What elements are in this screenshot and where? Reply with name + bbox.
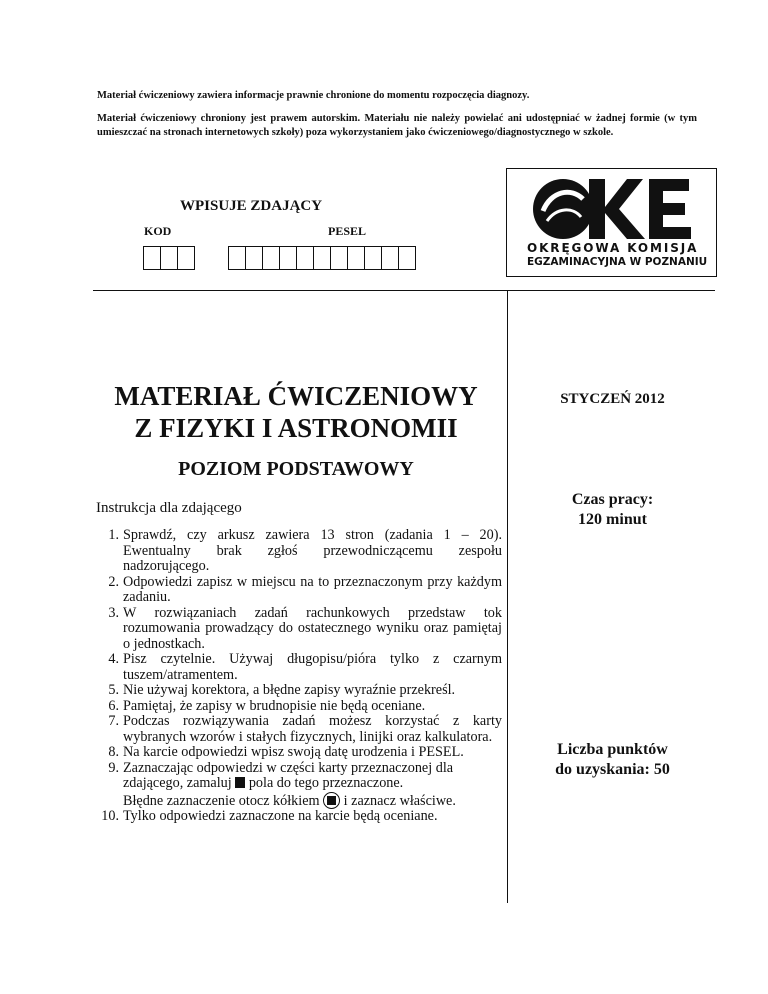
horizontal-divider bbox=[93, 290, 715, 291]
pesel-digit-box[interactable] bbox=[398, 246, 416, 270]
list-item: 4. Pisz czytelnie. Używaj długopisu/pióra tylko z czarnym tuszem/atramentem. bbox=[108, 651, 502, 683]
time-value: 120 minut bbox=[578, 511, 647, 528]
instructions-heading: Instrukcja dla zdającego bbox=[96, 500, 242, 516]
circled-square-icon bbox=[323, 792, 340, 809]
pesel-digit-box[interactable] bbox=[245, 246, 263, 270]
oke-logo bbox=[506, 168, 717, 277]
list-item: 7. Podczas rozwiązywania zadań możesz korzystać z karty wybranych wzorów i stałych fizycznych, linijki oraz kalkulatora. bbox=[108, 713, 502, 745]
pesel-boxes[interactable] bbox=[229, 246, 416, 270]
time-info bbox=[510, 490, 715, 530]
copyright-notice-2: Materiał ćwiczeniowy chroniony jest prawem autorskim. Materiału nie należy powielać ani udostępniać w żadnej formie (w tym umieszczać na stronach internetowych szkoły) poza wykorzystaniem jako ćwiczeniowego/diagnostycznego w szkole. bbox=[97, 113, 697, 138]
logo-line2: EGZAMINACYJNA W POZNANIU bbox=[527, 256, 708, 268]
kod-label: KOD bbox=[144, 224, 172, 238]
pesel-digit-box[interactable] bbox=[296, 246, 314, 270]
pesel-digit-box[interactable] bbox=[330, 246, 348, 270]
pesel-digit-box[interactable] bbox=[381, 246, 399, 270]
list-item: 5. Nie używaj korektora, a błędne zapisy wyraźnie przekreśl. bbox=[108, 682, 456, 698]
list-item: 10. Tylko odpowiedzi zaznaczone na karcie będą oceniane. bbox=[101, 808, 438, 824]
list-item: 1. Sprawdź, czy arkusz zawiera 13 stron (zadania 1 – 20). Ewentualny brak zgłoś przewodniczącemu zespołu nadzorującego. bbox=[108, 527, 502, 574]
list-item: 2. Odpowiedzi zapisz w miejscu na to przeznaczonym przy każdym zadaniu. bbox=[108, 573, 502, 605]
form-header: WPISUJE ZDAJĄCY bbox=[180, 198, 323, 214]
list-item: 8. Na karcie odpowiedzi wpisz swoją datę urodzenia i PESEL. bbox=[108, 744, 464, 760]
pesel-digit-box[interactable] bbox=[279, 246, 297, 270]
filled-square-icon bbox=[235, 777, 245, 788]
kod-digit-box[interactable] bbox=[160, 246, 178, 270]
points-value: do uzyskania: 50 bbox=[555, 761, 670, 778]
list-item: 3. W rozwiązaniach zadań rachunkowych przedstaw tok rozumowania prowadzący do ostatecznego wyniku oraz pamiętaj o jednostkach. bbox=[108, 604, 502, 652]
exam-date: STYCZEŃ 2012 bbox=[560, 391, 665, 407]
points-label: Liczba punktów bbox=[557, 741, 668, 758]
logo-line1: OKRĘGOWA KOMISJA bbox=[527, 241, 699, 255]
vertical-divider bbox=[507, 291, 508, 903]
pesel-digit-box[interactable] bbox=[228, 246, 246, 270]
pesel-digit-box[interactable] bbox=[262, 246, 280, 270]
list-item: 6. Pamiętaj, że zapisy w brudnopisie nie będą oceniane. bbox=[108, 697, 426, 714]
copyright-notice-1: Materiał ćwiczeniowy zawiera informacje prawnie chronione do momentu rozpoczęcia diagnozy. bbox=[97, 90, 530, 101]
level-title: POZIOM PODSTAWOWY bbox=[178, 458, 414, 480]
instructions-list bbox=[96, 528, 502, 825]
title-line2: Z FIZYKI I ASTRONOMII bbox=[134, 413, 458, 443]
time-label: Czas pracy: bbox=[571, 491, 654, 508]
kod-boxes[interactable] bbox=[144, 246, 195, 270]
pesel-label: PESEL bbox=[328, 224, 367, 238]
document-title bbox=[96, 380, 496, 444]
pesel-digit-box[interactable] bbox=[364, 246, 382, 270]
points-info bbox=[510, 740, 715, 780]
pesel-digit-box[interactable] bbox=[347, 246, 365, 270]
kod-digit-box[interactable] bbox=[177, 246, 195, 270]
pesel-digit-box[interactable] bbox=[313, 246, 331, 270]
kod-digit-box[interactable] bbox=[143, 246, 161, 270]
list-item: 9. Zaznaczając odpowiedzi w części karty przeznaczonej dla zdającego, zamaluj pola do tego przeznaczone. Błędne zaznaczenie otocz kółkiem i zaznacz właściwe. bbox=[108, 759, 456, 809]
title-line1: MATERIAŁ ĆWICZENIOWY bbox=[114, 381, 478, 411]
